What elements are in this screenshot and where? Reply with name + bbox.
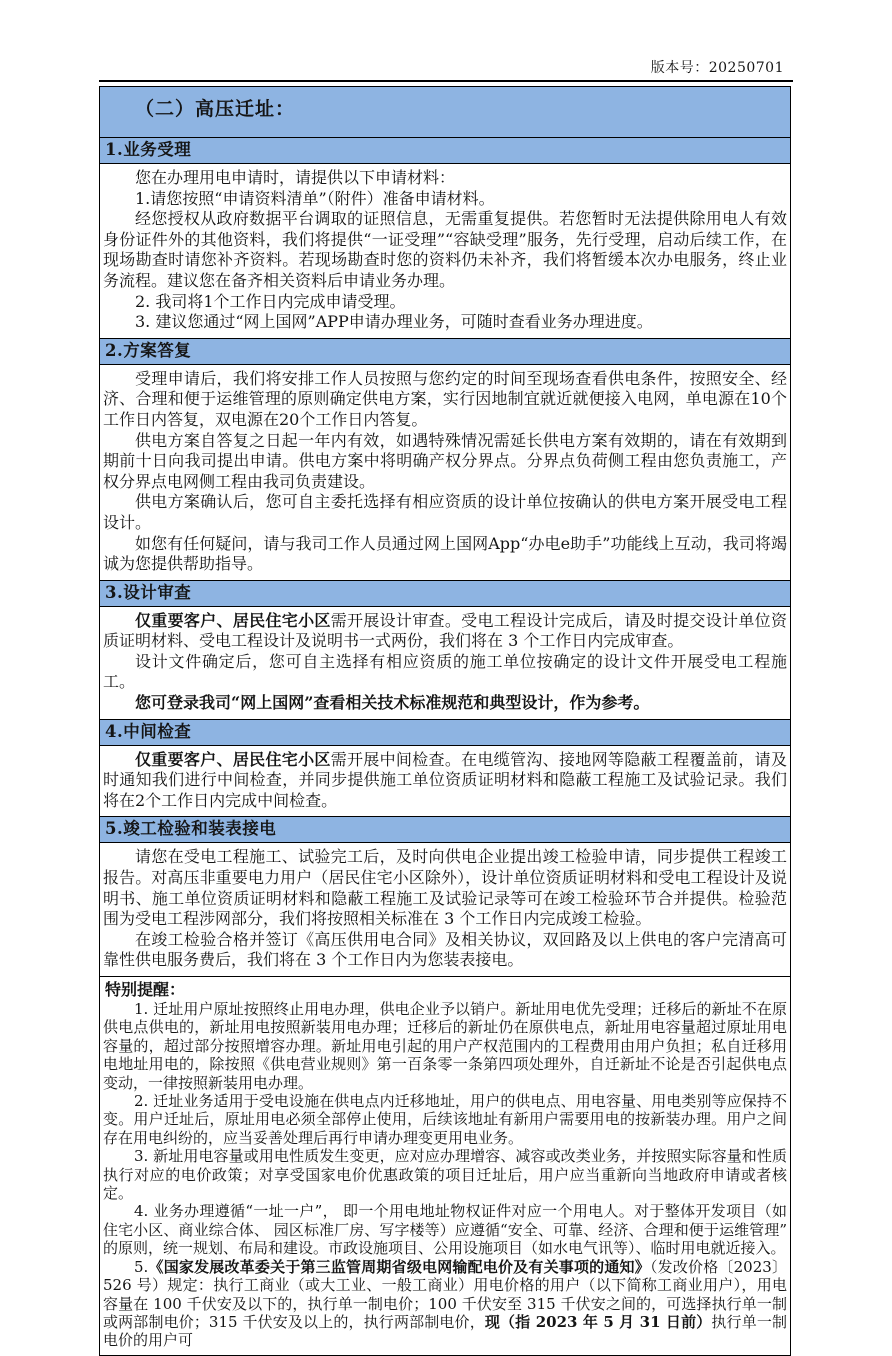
bold-run: 《国家发展改革委关于第三监管周期省级电网输配电价及有关事项的通知》 bbox=[148, 1257, 650, 1276]
section-header-label: 1.业务受理 bbox=[105, 140, 192, 159]
paragraph bbox=[103, 652, 787, 693]
bold-run: 仅重要客户、居民住宅小区 bbox=[135, 610, 331, 630]
section-header-completion-inspection bbox=[100, 816, 790, 842]
special-reminders-header: 特别提醒： bbox=[105, 980, 186, 999]
text-run: 您在办理用电申请时，请提供以下申请材料： bbox=[135, 168, 456, 187]
paragraph bbox=[103, 930, 787, 971]
text-run: 1. 迁址用户原址按照终止用电办理，供电企业予以销户。新址用电优先受理；迁移后的新址不在原供电点供电的，新址用电按照新装用电办理；迁移后的新址仍在原供电点，新址用电容量超过原址用电容量的，超过部分按照增容办理。新址用电引起的用户产权范围内的工程费用由用户负担；私自迁移用电地址用电的，除按照《供电营业规则》第一百条零一条第四项处理外，自迁新址不论是否引起供电点变动，一律按照新装用电办理。 bbox=[103, 1000, 787, 1092]
text-run: 受理申请后，我们将安排工作人员按照与您约定的时间至现场查看供电条件，按照安全、经济、合理和便于运维管理的原则确定供电方案，实行因地制宜就近就便接入电网，单电源在10个工作日内答复，双电源在20个工作日内答复。 bbox=[103, 368, 787, 429]
document-table bbox=[99, 86, 791, 1356]
paragraph bbox=[103, 492, 787, 533]
section-header-label: 5.竣工检验和装表接电 bbox=[105, 819, 277, 839]
text-run: 需开展设计审查。受电工程设计完成后，请及时提交设计单位资质证明材料、受电工程设计及说明书一式两份，我们将在 3 个工作日内完成审查。 bbox=[103, 610, 787, 651]
paragraph bbox=[103, 693, 787, 714]
special-reminders bbox=[100, 976, 790, 1355]
text-run: 执行单一制电价的用户可 bbox=[103, 1312, 787, 1350]
text-run: 供电方案确认后，您可自主委托选择有相应资质的设计单位按确认的供电方案开展受电工程设计。 bbox=[103, 492, 787, 532]
paragraph bbox=[103, 369, 787, 431]
text-run: 如您有任何疑问，请与我司工作人员通过网上国网App“办电e助手”功能线上互动，我司将竭诚为您提供帮助指导。 bbox=[103, 533, 787, 574]
section-header-intermediate-inspection bbox=[100, 719, 790, 745]
bold-run: 仅重要客户、居民住宅小区 bbox=[135, 749, 331, 769]
paragraph bbox=[103, 431, 787, 493]
section-body-design-review bbox=[100, 606, 790, 719]
section-header-label: 3.设计审查 bbox=[105, 582, 192, 602]
document-title-row bbox=[100, 87, 790, 137]
special-item bbox=[103, 1092, 787, 1147]
text-run: 设计文件确定后，您可自主选择有相应资质的施工单位按确定的设计文件开展受电工程施工。 bbox=[103, 651, 787, 692]
paragraph bbox=[103, 312, 787, 333]
paragraph bbox=[103, 292, 787, 313]
bold-run: 您可登录我司“网上国网”查看相关技术标准规范和典型设计，作为参考。 bbox=[135, 693, 650, 713]
header-rule bbox=[99, 80, 793, 82]
text-run: 在竣工检验合格并签订《高压供用电合同》及相关协议，双回路及以上供电的客户完清高可靠性供电服务费后，我们将在 3 个工作日内为您装表接电。 bbox=[103, 929, 787, 970]
paragraph bbox=[103, 189, 787, 210]
text-run: 3. 建议您通过“网上国网”APP申请办理业务，可随时查看业务办理进度。 bbox=[135, 312, 653, 332]
special-item bbox=[103, 1258, 787, 1350]
text-run: 5. bbox=[134, 1257, 149, 1276]
section-header-label: 2.方案答复 bbox=[105, 340, 192, 360]
text-run: 经您授权从政府数据平台调取的证照信息，无需重复提供。若您暂时无法提供除用电人有效身份证件外的其他资料，我们将提供“一证受理”“容缺受理”服务，先行受理，启动后续工作，在现场勘查时请您补齐资料。若现场勘查时您的资料仍未补齐，我们将暂缓本次办电服务，终止业务流程。建议您在备齐相关资料后申请业务办理。 bbox=[103, 209, 787, 290]
text-run: 需开展中间检查。在电缆管沟、接地网等隐蔽工程覆盖前，请及时通知我们进行中间检查，并同步提供施工单位资质证明材料和隐蔽工程施工及试验记录。我们将在2个工作日内完成中间检查。 bbox=[103, 749, 787, 810]
section-body-completion-inspection bbox=[100, 842, 790, 976]
text-run: 请您在受电工程施工、试验完工后，及时向供电企业提出竣工检验申请，同步提供工程竣工报告。对高压非重要电力用户（居民住宅小区除外），设计单位资质证明材料和受电工程设计及说明书、施工单位资质证明材料和隐蔽工程施工及试验记录等可在竣工检验环节合并提供。检验范围为受电工程涉网部分，我们将按照相关标准在 3 个工作日内完成竣工检验。 bbox=[103, 847, 787, 929]
section-header-plan-reply bbox=[100, 338, 790, 364]
bold-run: 现（指 2023 年 5 月 31 日前） bbox=[484, 1312, 712, 1331]
text-run: 4. 业务办理遵循“一址一户”， 即一个用电地址物权证件对应一个用电人。对于整体开发项目（如住宅小区、商业综合体、 园区标准厂房、写字楼等）应遵循“安全、可靠、经济、合理和便于运维管理”的原则，统一规划、布局和建设。市政设施项目、公用设施项目（如水电气讯等）、临时用电就近接入。 bbox=[103, 1202, 787, 1258]
section-header-business-acceptance bbox=[100, 137, 790, 163]
special-item bbox=[103, 1147, 787, 1202]
paragraph bbox=[103, 847, 787, 929]
special-item bbox=[103, 1000, 787, 1092]
version-label: 版本号：20250701 bbox=[650, 60, 784, 76]
paragraph bbox=[103, 168, 787, 189]
paragraph bbox=[103, 750, 787, 812]
paragraph bbox=[103, 611, 787, 652]
text-run: 2. 迁址业务适用于受电设施在供电点内迁移地址，用户的供电点、用电容量、用电类别等应保持不变。用户迁址后，原址用电必须全部停止使用，后续该地址有新用户需要用电的按新装办理。用户之间存在用电纠纷的，应当妥善处理后再行申请办理变更用电业务。 bbox=[103, 1092, 787, 1147]
section-body-intermediate-inspection bbox=[100, 745, 790, 817]
document-title: （二）高压迁址： bbox=[135, 98, 296, 120]
section-header-design-review bbox=[100, 580, 790, 606]
text-run: （发改价格〔2023〕526 号）规定：执行工商业（或大工业、一般工商业）用电价格的用户（以下简称工商业用户），用电容量在 100 千伏安及以下的，执行单一制电价；100 千伏安至 315 千伏安之间的，可选择执行单一制或两部制电价；315 千伏安及以上的，执行两部制电价， bbox=[103, 1257, 787, 1331]
text-run: 供电方案自答复之日起一年内有效，如遇特殊情况需延长供电方案有效期的，请在有效期到期前十日向我司提出申请。供电方案中将明确产权分界点。分界点负荷侧工程由您负责施工，产权分界点电网侧工程由我司负责建设。 bbox=[103, 430, 787, 491]
section-body-business-acceptance bbox=[100, 163, 790, 338]
text-run: 2. 我司将1个工作日内完成申请受理。 bbox=[135, 291, 406, 311]
text-run: 3. 新址用电容量或用电性质发生变更，应对应办理增容、减容或改类业务，并按照实际容量和性质执行对应的电价政策；对享受国家电价优惠政策的项目迁址后，用户应当重新向当地政府申请或者核定。 bbox=[103, 1147, 787, 1203]
paragraph bbox=[103, 534, 787, 575]
special-item bbox=[103, 1202, 787, 1257]
text-run: 1.请您按照“申请资料清单”（附件）准备申请材料。 bbox=[135, 188, 495, 208]
section-header-label: 4.中间检查 bbox=[105, 721, 192, 741]
section-body-plan-reply bbox=[100, 364, 790, 580]
paragraph bbox=[103, 209, 787, 291]
